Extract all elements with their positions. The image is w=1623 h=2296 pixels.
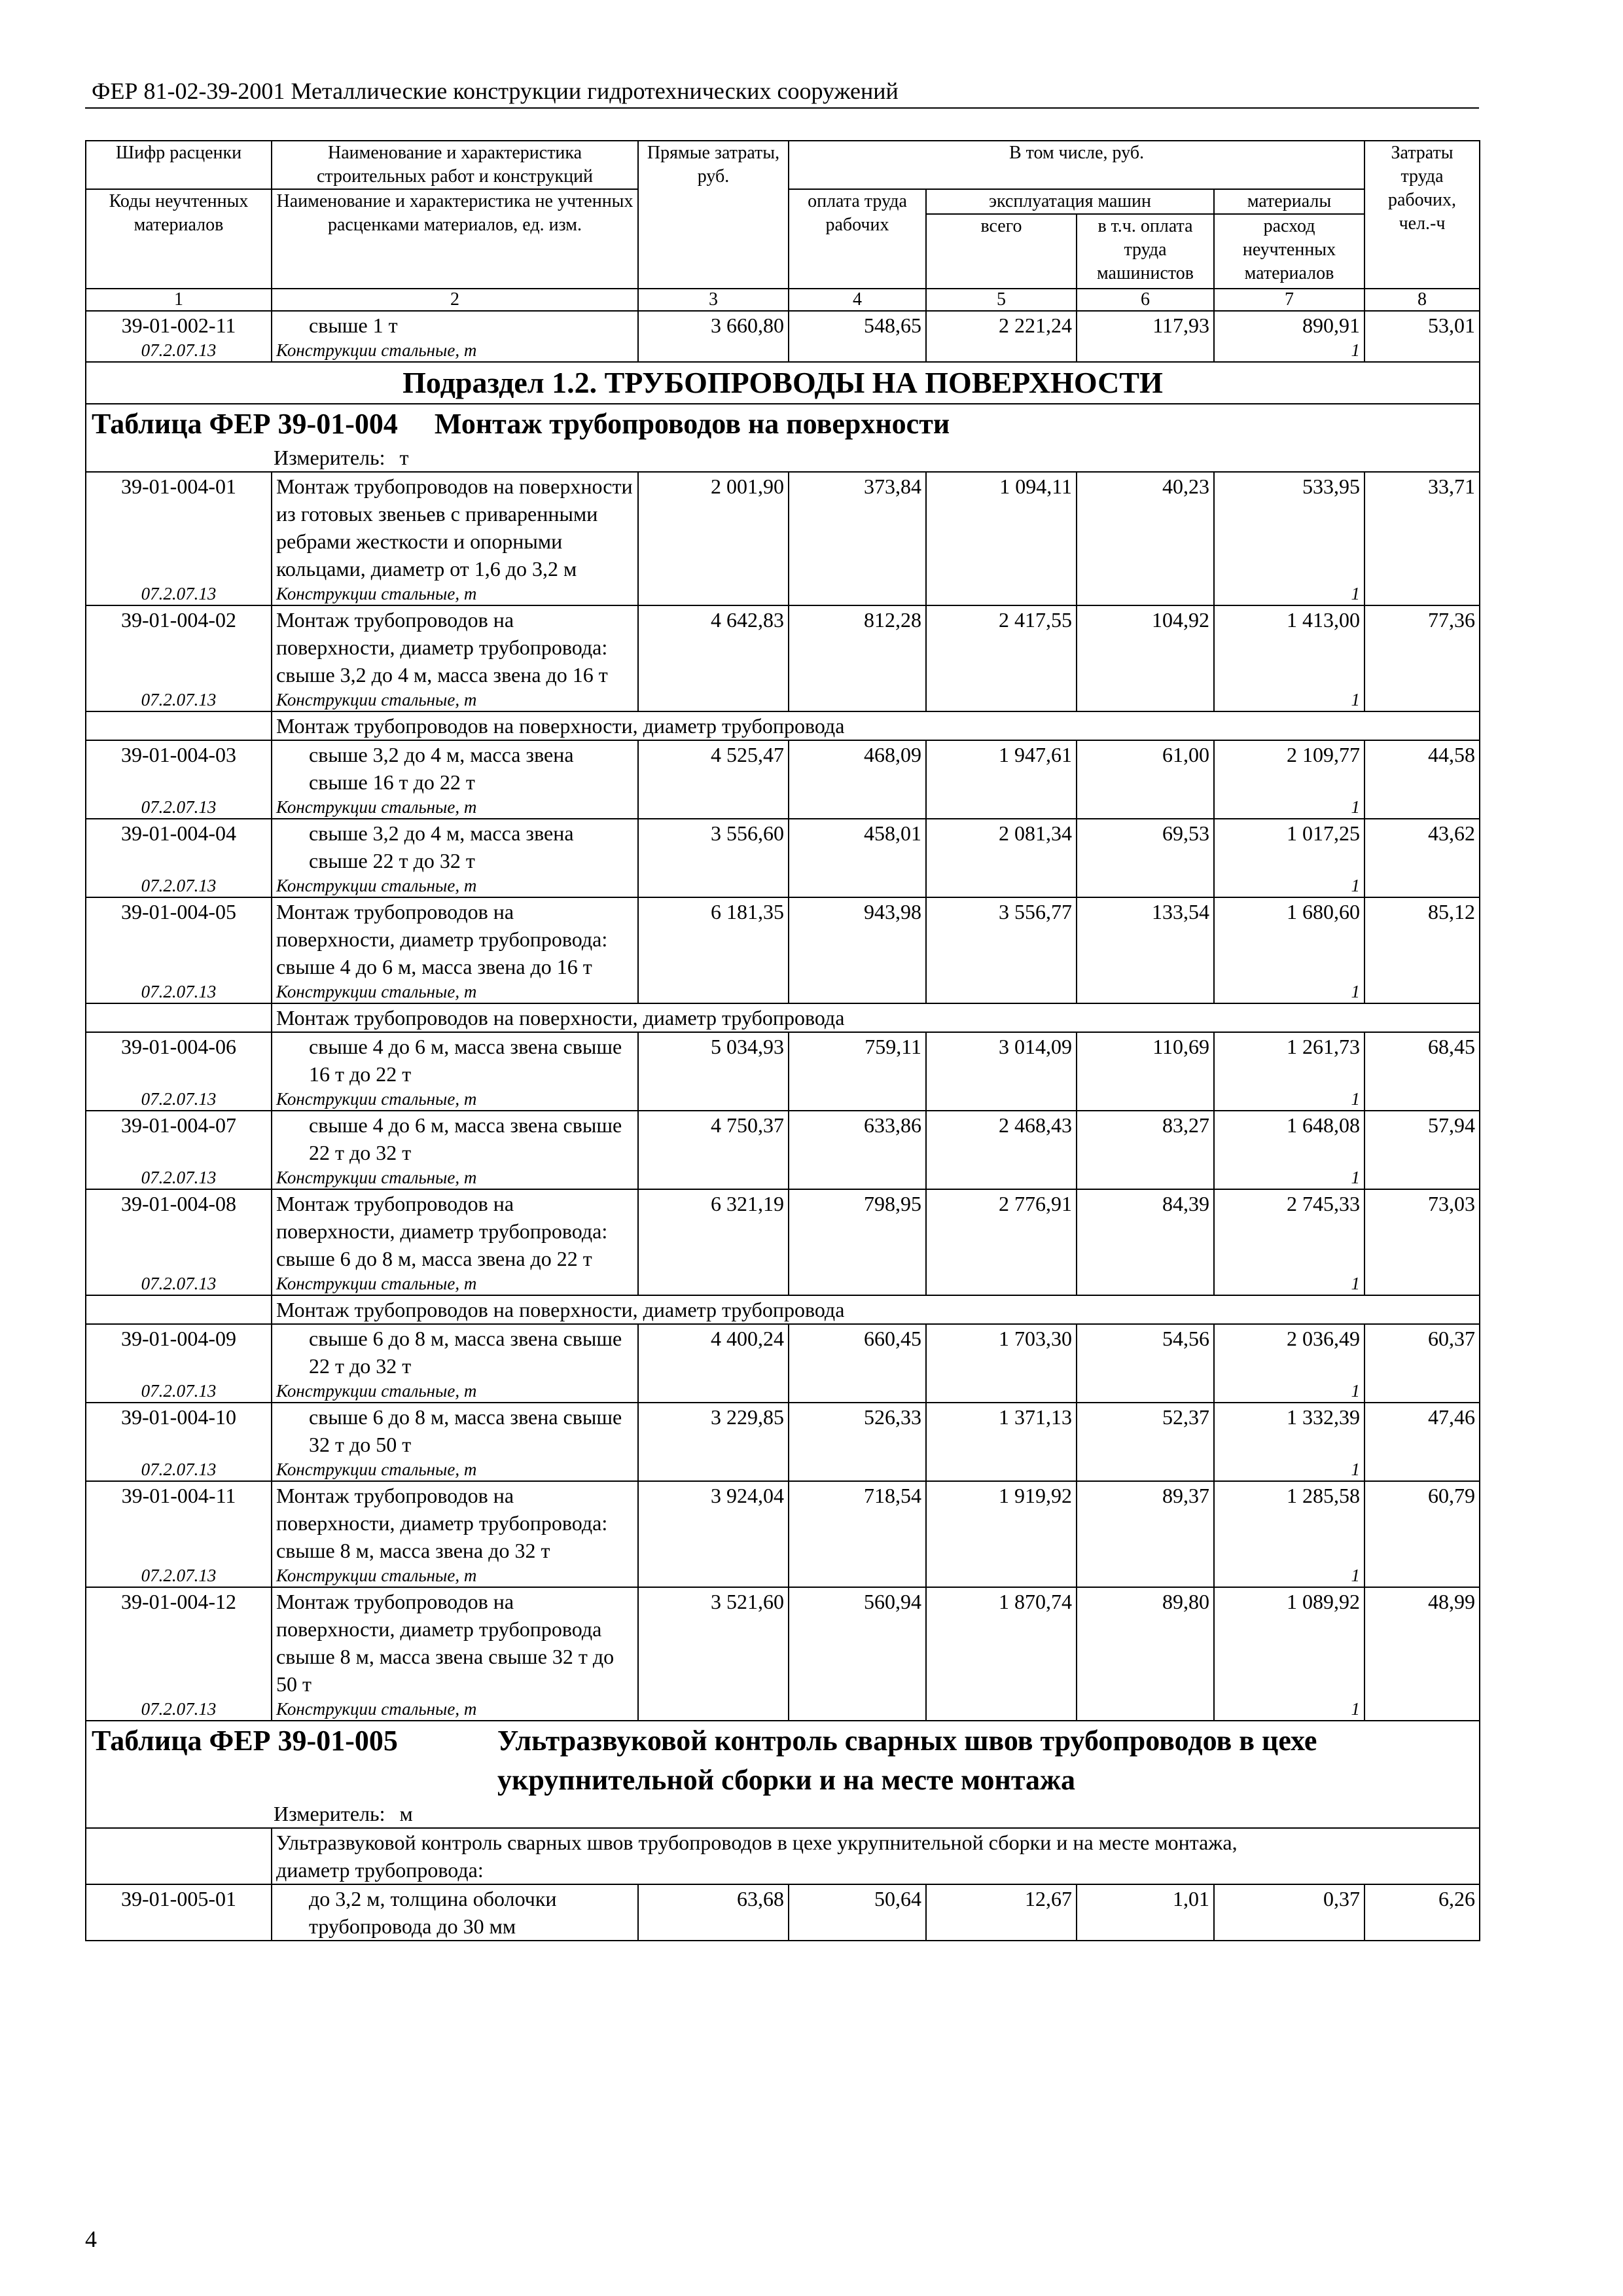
direct-costs: 4 750,37 (638, 1111, 789, 1166)
header-wage: оплата труда рабочих (789, 189, 926, 289)
materials: 1 648,08 (1214, 1111, 1364, 1166)
labor: 53,01 (1364, 311, 1480, 339)
rate-code: 39-01-004-02 (86, 605, 272, 689)
rate-code: 39-01-004-01 (86, 472, 272, 583)
rate-name: свыше 6 до 8 м, масса звена свыше 22 т до 32 т (272, 1324, 638, 1380)
material-qty: 1 (1214, 1272, 1364, 1295)
column-numbers-row (86, 289, 1480, 311)
material-name: Конструкции стальные, т (272, 874, 638, 897)
table-row (86, 605, 1480, 689)
header-name-top: Наименование и характеристика строительных работ и конструкций (272, 141, 638, 189)
machines-total: 1 094,11 (926, 472, 1077, 583)
materials: 533,95 (1214, 472, 1364, 583)
material-code: 07.2.07.13 (86, 1272, 272, 1295)
table-title-line-2: укрупнительной сборки и на месте монтажа (497, 1764, 1075, 1796)
measure-label: Измеритель: (274, 1802, 385, 1825)
material-qty: 1 (1214, 980, 1364, 1003)
column-number: 7 (1214, 289, 1364, 311)
rate-name: Монтаж трубопроводов на поверхности, диаметр трубопровода: свыше 4 до 6 м, масса звена до 16 т (272, 897, 638, 980)
group-label-line-2: диаметр трубопровода: (276, 1858, 484, 1882)
direct-costs: 3 521,60 (638, 1587, 789, 1698)
material-qty: 1 (1214, 1698, 1364, 1721)
materials: 1 089,92 (1214, 1587, 1364, 1698)
header-materials: материалы (1214, 189, 1364, 214)
rate-code: 39-01-004-09 (86, 1324, 272, 1380)
materials: 1 017,25 (1214, 819, 1364, 874)
materials: 1 413,00 (1214, 605, 1364, 689)
machines-total: 1 919,92 (926, 1481, 1077, 1564)
column-number: 5 (926, 289, 1077, 311)
labor: 85,12 (1364, 897, 1480, 980)
material-code: 07.2.07.13 (86, 1166, 272, 1189)
header-machines: эксплуатация машин (926, 189, 1214, 214)
wage: 633,86 (789, 1111, 926, 1166)
material-name: Конструкции стальные, т (272, 980, 638, 1003)
rate-name: свыше 3,2 до 4 м, масса звена свыше 16 т до 22 т (272, 740, 638, 796)
machines-total: 2 776,91 (926, 1189, 1077, 1272)
header-mat-codes: Коды неучтенных материалов (86, 189, 272, 289)
materials: 1 680,60 (1214, 897, 1364, 980)
material-row (86, 1458, 1480, 1481)
material-name: Конструкции стальные, т (272, 689, 638, 711)
rate-name: свыше 6 до 8 м, масса звена свыше 32 т до 50 т (272, 1403, 638, 1458)
rate-code: 39-01-004-08 (86, 1189, 272, 1272)
rates-table (85, 140, 1480, 1941)
measure-row (86, 444, 1480, 472)
machinist-wage: 89,37 (1077, 1481, 1214, 1564)
column-number: 1 (86, 289, 272, 311)
rate-name: Монтаж трубопроводов на поверхности, диаметр трубопровода: свыше 8 м, масса звена до 32 т (272, 1481, 638, 1564)
measure-unit: т (399, 446, 409, 469)
rate-name: свыше 4 до 6 м, масса звена свыше 16 т до 22 т (272, 1032, 638, 1088)
table-row (86, 819, 1480, 874)
material-qty: 1 (1214, 339, 1364, 362)
rate-name: Монтаж трубопроводов на поверхности, диаметр трубопровода: свыше 3,2 до 4 м, масса звена до 16 т (272, 605, 638, 689)
rate-code: 39-01-004-06 (86, 1032, 272, 1088)
material-name: Конструкции стальные, т (272, 796, 638, 819)
table-label: Таблица ФЕР 39-01-004 (92, 408, 398, 440)
material-name: Конструкции стальные, т (272, 1458, 638, 1481)
labor: 57,94 (1364, 1111, 1480, 1166)
table-row (86, 1884, 1480, 1941)
material-code: 07.2.07.13 (86, 980, 272, 1003)
materials: 1 285,58 (1214, 1481, 1364, 1564)
labor: 77,36 (1364, 605, 1480, 689)
header-direct-costs: Прямые затраты, руб. (638, 141, 789, 289)
table-title-row (86, 1721, 1480, 1800)
direct-costs: 2 001,90 (638, 472, 789, 583)
wage: 718,54 (789, 1481, 926, 1564)
materials: 2 745,33 (1214, 1189, 1364, 1272)
wage: 526,33 (789, 1403, 926, 1458)
machinist-wage: 89,80 (1077, 1587, 1214, 1698)
rate-name: свыше 1 т (272, 311, 638, 339)
direct-costs: 5 034,93 (638, 1032, 789, 1088)
direct-costs: 4 400,24 (638, 1324, 789, 1380)
rate-code: 39-01-004-03 (86, 740, 272, 796)
machinist-wage: 133,54 (1077, 897, 1214, 980)
machinist-wage: 52,37 (1077, 1403, 1214, 1458)
wage: 660,45 (789, 1324, 926, 1380)
machines-total: 3 014,09 (926, 1032, 1077, 1088)
material-row (86, 339, 1480, 362)
table-row (86, 897, 1480, 980)
machinist-wage: 69,53 (1077, 819, 1214, 874)
table-row (86, 1587, 1480, 1698)
material-row (86, 980, 1480, 1003)
wage: 812,28 (789, 605, 926, 689)
machinist-wage: 40,23 (1077, 472, 1214, 583)
materials: 890,91 (1214, 311, 1364, 339)
machines-total: 2 221,24 (926, 311, 1077, 339)
table-row (86, 1189, 1480, 1272)
group-label-line-1: Ультразвуковой контроль сварных швов трубопроводов в цехе укрупнительной сборки и на месте монтажа, (276, 1831, 1238, 1854)
material-code: 07.2.07.13 (86, 1088, 272, 1111)
group-row (86, 1295, 1480, 1324)
labor: 33,71 (1364, 472, 1480, 583)
material-name: Конструкции стальные, т (272, 1088, 638, 1111)
table-row (86, 1403, 1480, 1458)
material-qty: 1 (1214, 1564, 1364, 1587)
material-name: Конструкции стальные, т (272, 1272, 638, 1295)
material-code: 07.2.07.13 (86, 874, 272, 897)
rate-code: 39-01-004-07 (86, 1111, 272, 1166)
wage: 943,98 (789, 897, 926, 980)
column-number: 8 (1364, 289, 1480, 311)
labor: 47,46 (1364, 1403, 1480, 1458)
wage: 560,94 (789, 1587, 926, 1698)
material-qty: 1 (1214, 1380, 1364, 1403)
material-qty: 1 (1214, 1166, 1364, 1189)
table-title: Монтаж трубопроводов на поверхности (434, 408, 950, 440)
material-name: Конструкции стальные, т (272, 1380, 638, 1403)
machines-total: 1 947,61 (926, 740, 1077, 796)
material-code: 07.2.07.13 (86, 689, 272, 711)
column-number: 3 (638, 289, 789, 311)
wage: 798,95 (789, 1189, 926, 1272)
group-row (86, 1828, 1480, 1884)
header-machinist-wage: в т.ч. оплата труда машинистов (1077, 214, 1214, 289)
machines-total: 2 081,34 (926, 819, 1077, 874)
direct-costs: 3 229,85 (638, 1403, 789, 1458)
material-code: 07.2.07.13 (86, 1458, 272, 1481)
group-label: Монтаж трубопроводов на поверхности, диаметр трубопровода (272, 711, 1480, 740)
material-name: Конструкции стальные, т (272, 583, 638, 605)
rate-code: 39-01-004-04 (86, 819, 272, 874)
rate-name: Монтаж трубопроводов на поверхности из готовых звеньев с приваренными ребрами жесткости и опорными кольцами, диаметр от 1,6 до 3,2 м (272, 472, 638, 583)
rate-name: Монтаж трубопроводов на поверхности, диаметр трубопровода свыше 8 м, масса звена свыше 32 т до 50 т (272, 1587, 638, 1698)
table-label: Таблица ФЕР 39-01-005 (92, 1725, 398, 1757)
materials: 1 261,73 (1214, 1032, 1364, 1088)
machines-total: 2 417,55 (926, 605, 1077, 689)
section-row (86, 362, 1480, 404)
rate-code: 39-01-002-11 (86, 311, 272, 339)
header-code: Шифр расценки (86, 141, 272, 189)
table-header-row-1 (86, 141, 1480, 189)
material-name: Конструкции стальные, т (272, 1166, 638, 1189)
material-code: 07.2.07.13 (86, 583, 272, 605)
machinist-wage: 117,93 (1077, 311, 1214, 339)
header-material-use: расход неучтенных материалов (1214, 214, 1364, 289)
material-row (86, 1698, 1480, 1721)
wage: 458,01 (789, 819, 926, 874)
rate-code: 39-01-004-10 (86, 1403, 272, 1458)
labor: 6,26 (1364, 1884, 1480, 1941)
header-machines-total: всего (926, 214, 1077, 289)
header-divider (85, 107, 1479, 109)
machines-total: 2 468,43 (926, 1111, 1077, 1166)
group-row (86, 711, 1480, 740)
machinist-wage: 84,39 (1077, 1189, 1214, 1272)
group-label: Монтаж трубопроводов на поверхности, диаметр трубопровода (272, 1003, 1480, 1032)
table-row (86, 1111, 1480, 1166)
material-row (86, 1166, 1480, 1189)
wage: 759,11 (789, 1032, 926, 1088)
header-labor: Затраты труда рабочих, чел.-ч (1364, 141, 1480, 289)
machines-total: 1 703,30 (926, 1324, 1077, 1380)
materials: 1 332,39 (1214, 1403, 1364, 1458)
material-row (86, 1380, 1480, 1403)
direct-costs: 3 660,80 (638, 311, 789, 339)
column-number: 6 (1077, 289, 1214, 311)
measure-unit: м (399, 1802, 413, 1825)
machines-total: 1 870,74 (926, 1587, 1077, 1698)
section-title: Подраздел 1.2. ТРУБОПРОВОДЫ НА ПОВЕРХНОСТИ (86, 362, 1480, 404)
direct-costs: 6 181,35 (638, 897, 789, 980)
table-row (86, 1032, 1480, 1088)
material-row (86, 583, 1480, 605)
material-qty: 1 (1214, 689, 1364, 711)
table-title-row (86, 404, 1480, 444)
labor: 68,45 (1364, 1032, 1480, 1088)
table-row (86, 311, 1480, 339)
table-row (86, 472, 1480, 583)
material-code: 07.2.07.13 (86, 1380, 272, 1403)
material-name: Конструкции стальные, т (272, 1564, 638, 1587)
material-qty: 1 (1214, 874, 1364, 897)
direct-costs: 3 556,60 (638, 819, 789, 874)
material-row (86, 1272, 1480, 1295)
machines-total: 12,67 (926, 1884, 1077, 1941)
labor: 48,99 (1364, 1587, 1480, 1698)
wage: 468,09 (789, 740, 926, 796)
material-code: 07.2.07.13 (86, 796, 272, 819)
rate-code: 39-01-004-11 (86, 1481, 272, 1564)
material-row (86, 796, 1480, 819)
material-code: 07.2.07.13 (86, 1698, 272, 1721)
header-including: В том числе, руб. (789, 141, 1364, 189)
wage: 548,65 (789, 311, 926, 339)
direct-costs: 4 642,83 (638, 605, 789, 689)
labor: 60,37 (1364, 1324, 1480, 1380)
machinist-wage: 83,27 (1077, 1111, 1214, 1166)
material-name: Конструкции стальные, т (272, 1698, 638, 1721)
material-qty: 1 (1214, 796, 1364, 819)
material-code: 07.2.07.13 (86, 1564, 272, 1587)
machinist-wage: 61,00 (1077, 740, 1214, 796)
document-title: ФЕР 81-02-39-2001 Металлические конструкции гидротехнических сооружений (92, 78, 899, 104)
material-row (86, 1088, 1480, 1111)
group-label: Монтаж трубопроводов на поверхности, диаметр трубопровода (272, 1295, 1480, 1324)
group-row (86, 1003, 1480, 1032)
machines-total: 3 556,77 (926, 897, 1077, 980)
column-number: 2 (272, 289, 638, 311)
measure-row (86, 1800, 1480, 1828)
direct-costs: 4 525,47 (638, 740, 789, 796)
table-row (86, 740, 1480, 796)
rate-name: свыше 3,2 до 4 м, масса звена свыше 22 т до 32 т (272, 819, 638, 874)
machinist-wage: 104,92 (1077, 605, 1214, 689)
rate-code: 39-01-004-05 (86, 897, 272, 980)
machines-total: 1 371,13 (926, 1403, 1077, 1458)
header-name-bottom: Наименование и характеристика не учтенных расценками материалов, ед. изм. (272, 189, 638, 289)
material-row (86, 689, 1480, 711)
rate-name: свыше 4 до 6 м, масса звена свыше 22 т до 32 т (272, 1111, 638, 1166)
materials: 2 036,49 (1214, 1324, 1364, 1380)
direct-costs: 3 924,04 (638, 1481, 789, 1564)
measure-label: Измеритель: (274, 446, 385, 469)
table-row (86, 1324, 1480, 1380)
machinist-wage: 110,69 (1077, 1032, 1214, 1088)
material-name: Конструкции стальные, т (272, 339, 638, 362)
material-row (86, 874, 1480, 897)
direct-costs: 63,68 (638, 1884, 789, 1941)
material-code: 07.2.07.13 (86, 339, 272, 362)
column-number: 4 (789, 289, 926, 311)
direct-costs: 6 321,19 (638, 1189, 789, 1272)
wage: 373,84 (789, 472, 926, 583)
machinist-wage: 1,01 (1077, 1884, 1214, 1941)
table-title-line-1: Ультразвуковой контроль сварных швов трубопроводов в цехе (497, 1725, 1317, 1757)
table-row (86, 1481, 1480, 1564)
material-qty: 1 (1214, 1458, 1364, 1481)
rate-code: 39-01-005-01 (86, 1884, 272, 1941)
wage: 50,64 (789, 1884, 926, 1941)
material-row (86, 1564, 1480, 1587)
machinist-wage: 54,56 (1077, 1324, 1214, 1380)
rate-code: 39-01-004-12 (86, 1587, 272, 1698)
rate-name: Монтаж трубопроводов на поверхности, диаметр трубопровода: свыше 6 до 8 м, масса звена до 22 т (272, 1189, 638, 1272)
materials: 0,37 (1214, 1884, 1364, 1941)
rate-name: до 3,2 м, толщина оболочки трубопровода до 30 мм (272, 1884, 638, 1941)
labor: 73,03 (1364, 1189, 1480, 1272)
labor: 43,62 (1364, 819, 1480, 874)
material-qty: 1 (1214, 1088, 1364, 1111)
material-qty: 1 (1214, 583, 1364, 605)
page-number: 4 (85, 2226, 97, 2252)
labor: 60,79 (1364, 1481, 1480, 1564)
labor: 44,58 (1364, 740, 1480, 796)
materials: 2 109,77 (1214, 740, 1364, 796)
